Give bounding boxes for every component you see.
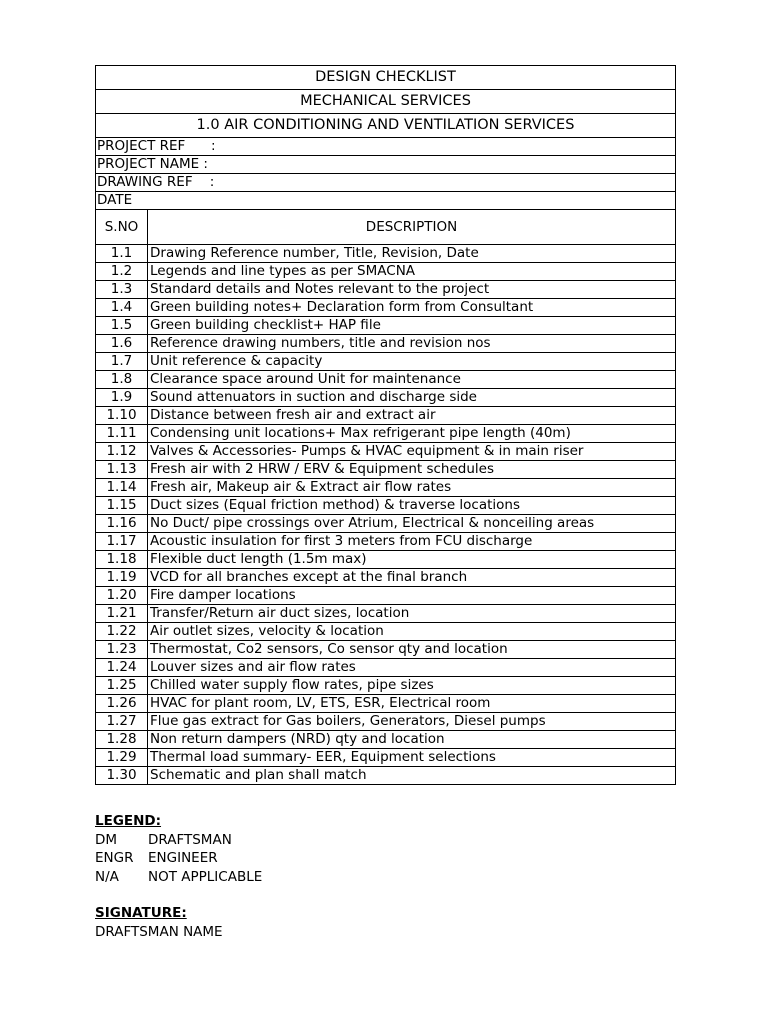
legend-meaning: ENGINEER: [148, 850, 218, 866]
row-description: Schematic and plan shall match: [148, 767, 676, 785]
table-row: [96, 551, 676, 569]
row-description: Air outlet sizes, velocity & location: [148, 623, 676, 641]
legend-meaning: DRAFTSMAN: [148, 831, 232, 848]
row-number: 1.8: [96, 371, 148, 389]
legend-meaning: NOT APPLICABLE: [148, 868, 263, 885]
table-row: [96, 407, 676, 425]
legend-code: DM: [95, 831, 118, 848]
table-row: [96, 695, 676, 713]
table-row: [96, 569, 676, 587]
table-row: [96, 479, 676, 497]
table-row: [96, 497, 676, 515]
table-row: [96, 317, 676, 335]
table-row: [96, 713, 676, 731]
table-row: [96, 533, 676, 551]
drawing-ref-field: DRAWING REF :: [96, 174, 676, 192]
row-number: 1.20: [96, 587, 148, 605]
row-number: 1.22: [96, 623, 148, 641]
column-header-description: DESCRIPTION: [148, 210, 676, 245]
row-description: Louver sizes and air flow rates: [148, 659, 676, 677]
legend-code: ENGR: [95, 850, 134, 866]
row-description: Thermal load summary- EER, Equipment selections: [148, 749, 676, 767]
table-row: [96, 263, 676, 281]
row-description: Fire damper locations: [148, 587, 676, 605]
row-description: VCD for all branches except at the final branch: [148, 569, 676, 587]
row-description: Fresh air, Makeup air & Extract air flow rates: [148, 479, 676, 497]
row-number: 1.25: [96, 677, 148, 695]
row-number: 1.27: [96, 713, 148, 731]
row-description: Flue gas extract for Gas boilers, Generators, Diesel pumps: [148, 713, 676, 731]
row-description: Flexible duct length (1.5m max): [148, 551, 676, 569]
row-description: Sound attenuators in suction and discharge side: [148, 389, 676, 407]
row-number: 1.19: [96, 569, 148, 587]
table-row: [96, 461, 676, 479]
table-row: [96, 659, 676, 677]
row-description: Green building checklist+ HAP file: [148, 317, 676, 335]
row-number: 1.1: [96, 245, 148, 263]
row-number: 1.3: [96, 281, 148, 299]
row-description: Transfer/Return air duct sizes, location: [148, 605, 676, 623]
checklist-sheet: [95, 65, 675, 785]
row-description: No Duct/ pipe crossings over Atrium, Electrical & nonceiling areas: [148, 515, 676, 533]
legend-item: [95, 831, 262, 850]
row-description: Standard details and Notes relevant to the project: [148, 281, 676, 299]
column-header-sno: S.NO: [96, 210, 148, 245]
row-number: 1.28: [96, 731, 148, 749]
row-number: 1.7: [96, 353, 148, 371]
table-row: [96, 677, 676, 695]
row-number: 1.16: [96, 515, 148, 533]
draftsman-name-label: DRAFTSMAN NAME: [95, 923, 223, 940]
row-number: 1.29: [96, 749, 148, 767]
legend-item: [95, 868, 262, 887]
row-description: Thermostat, Co2 sensors, Co sensor qty and location: [148, 641, 676, 659]
row-number: 1.14: [96, 479, 148, 497]
table-row: [96, 767, 676, 785]
document-subtitle: MECHANICAL SERVICES: [96, 90, 676, 114]
table-row: [96, 605, 676, 623]
project-name-field: PROJECT NAME :: [96, 156, 676, 174]
table-row: [96, 281, 676, 299]
table-row: [96, 389, 676, 407]
row-description: Condensing unit locations+ Max refrigerant pipe length (40m): [148, 425, 676, 443]
row-description: Non return dampers (NRD) qty and location: [148, 731, 676, 749]
row-number: 1.15: [96, 497, 148, 515]
row-number: 1.12: [96, 443, 148, 461]
row-description: Valves & Accessories- Pumps & HVAC equipment & in main riser: [148, 443, 676, 461]
row-description: Legends and line types as per SMACNA: [148, 263, 676, 281]
table-row: [96, 353, 676, 371]
row-description: Clearance space around Unit for maintenance: [148, 371, 676, 389]
table-row: [96, 641, 676, 659]
section-title: 1.0 AIR CONDITIONING AND VENTILATION SERVICES: [96, 114, 676, 138]
row-number: 1.4: [96, 299, 148, 317]
row-description: Fresh air with 2 HRW / ERV & Equipment schedules: [148, 461, 676, 479]
row-number: 1.13: [96, 461, 148, 479]
row-description: Reference drawing numbers, title and revision nos: [148, 335, 676, 353]
date-field: DATE: [96, 192, 676, 210]
legend-heading: LEGEND:: [95, 813, 162, 829]
row-description: Acoustic insulation for first 3 meters from FCU discharge: [148, 533, 676, 551]
table-row: [96, 623, 676, 641]
table-row: [96, 587, 676, 605]
row-description: Distance between fresh air and extract air: [148, 407, 676, 425]
row-number: 1.9: [96, 389, 148, 407]
table-row: [96, 731, 676, 749]
row-description: Duct sizes (Equal friction method) & traverse locations: [148, 497, 676, 515]
table-row: [96, 299, 676, 317]
row-description: Green building notes+ Declaration form from Consultant: [148, 299, 676, 317]
footer-notes: [95, 812, 262, 941]
legend-item: [95, 849, 262, 868]
row-description: HVAC for plant room, LV, ETS, ESR, Electrical room: [148, 695, 676, 713]
row-number: 1.30: [96, 767, 148, 785]
row-number: 1.5: [96, 317, 148, 335]
legend-code: N/A: [95, 868, 119, 885]
checklist-table: [95, 65, 676, 785]
table-row: [96, 443, 676, 461]
table-row: [96, 749, 676, 767]
row-number: 1.11: [96, 425, 148, 443]
table-row: [96, 335, 676, 353]
row-number: 1.21: [96, 605, 148, 623]
row-number: 1.10: [96, 407, 148, 425]
row-number: 1.24: [96, 659, 148, 677]
table-row: [96, 371, 676, 389]
row-number: 1.2: [96, 263, 148, 281]
row-description: Chilled water supply flow rates, pipe sizes: [148, 677, 676, 695]
table-row: [96, 515, 676, 533]
row-description: Unit reference & capacity: [148, 353, 676, 371]
document-title: DESIGN CHECKLIST: [96, 66, 676, 90]
row-number: 1.6: [96, 335, 148, 353]
row-number: 1.18: [96, 551, 148, 569]
project-ref-field: PROJECT REF :: [96, 138, 676, 156]
row-number: 1.26: [96, 695, 148, 713]
table-row: [96, 425, 676, 443]
row-number: 1.23: [96, 641, 148, 659]
signature-heading: SIGNATURE:: [95, 905, 187, 921]
table-row: [96, 245, 676, 263]
row-number: 1.17: [96, 533, 148, 551]
row-description: Drawing Reference number, Title, Revision, Date: [148, 245, 676, 263]
